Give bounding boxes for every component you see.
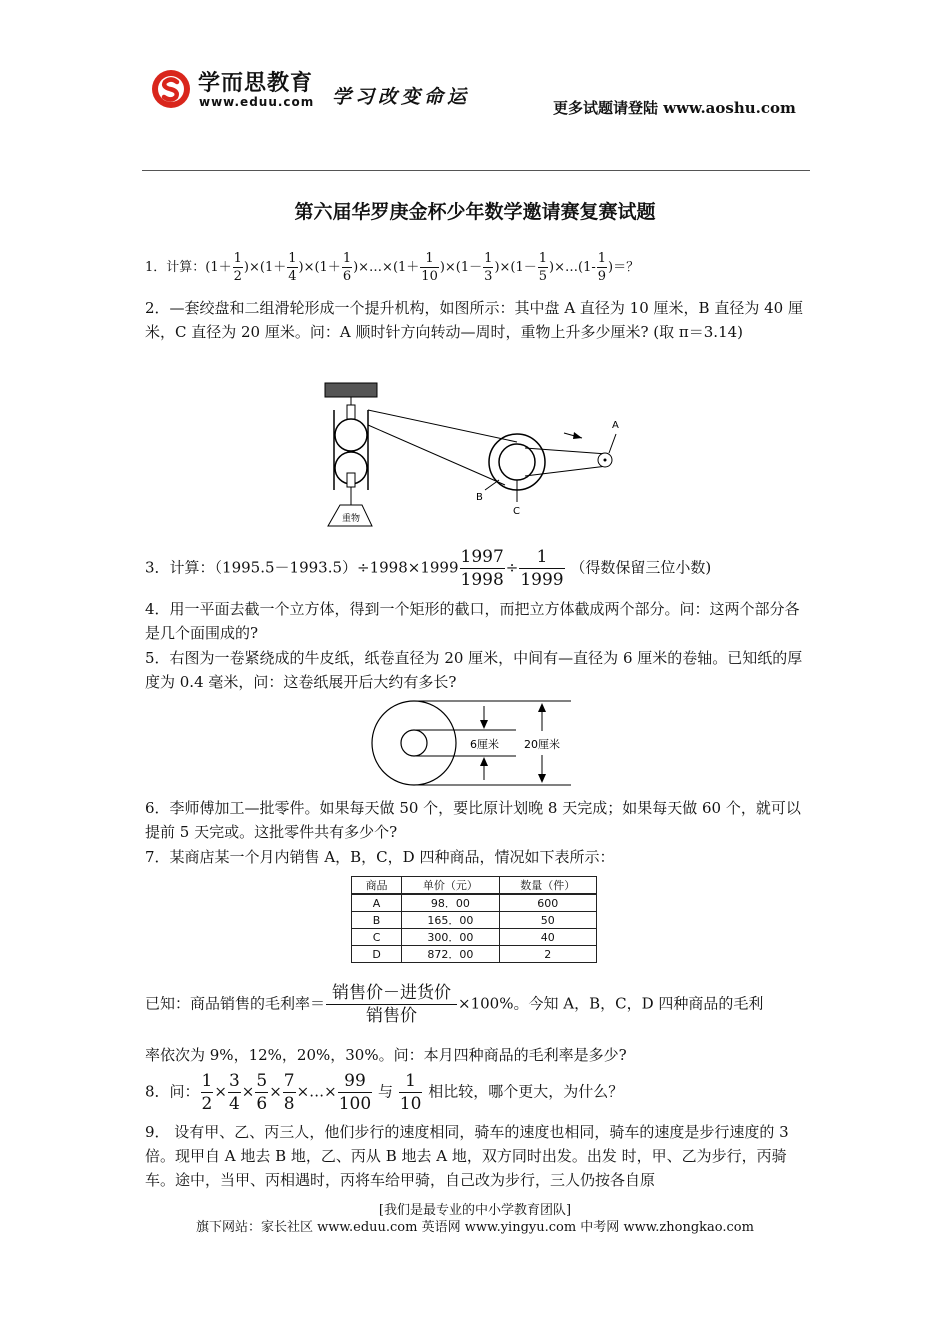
- fraction: $\frac{3}{4}$: [228, 1071, 240, 1114]
- header-divider: [142, 170, 810, 171]
- question-7-intro: 7．某商店某一个月内销售 A，B，C，D 四种商品，情况如下表所示：: [145, 848, 615, 866]
- weight-label: 重物: [342, 514, 361, 524]
- question-6: 6．李师傅加工—批零件。如果每天做 50 个，要比原计划晚 8 天完成；如果每天做 60 个，就可以提前 5 天完或。这批零件共有多少个?: [145, 799, 801, 841]
- more-exams-link[interactable]: 更多试题请登陆 www.aoshu.com: [553, 99, 796, 117]
- fraction: $\frac{5}{6}$: [256, 1071, 268, 1114]
- table-header: 单价（元）: [402, 877, 499, 895]
- fraction: $\frac{1}{6}$: [342, 251, 352, 284]
- label-c: C: [513, 506, 520, 517]
- fraction: $\frac{1}{3}$: [484, 251, 493, 284]
- label-6cm: 6厘米: [470, 738, 499, 751]
- question-1: 1．计算：(1＋ $\frac{1}{2}$ )×(1＋ $\frac{1}{4}$ )×(1＋ $\frac{1}{6}$ )×…×(1＋ $\frac{1}{10}$ )×(1－ $\frac{1}{3}$ )×(1－ $\frac{1}{5}$ )×…(1- $\frac{1}{9}$ )＝？: [145, 251, 640, 284]
- question-7-line2: 率依次为 9%，12%，20%，30%。问：本月四种商品的毛利率是多少?: [145, 1046, 627, 1064]
- label-20cm: 20厘米: [524, 738, 560, 751]
- page-title: 第六届华罗庚金杯少年数学邀请赛复赛试题: [294, 201, 656, 223]
- logo-icon: [150, 68, 192, 110]
- footer-tagline: [我们是最专业的中小学教育团队]: [378, 1203, 572, 1218]
- fraction: $\frac{1}{2}$: [201, 1071, 213, 1114]
- table-row: A 98．00 600: [352, 894, 597, 912]
- fraction: $\frac{99}{100}$: [338, 1071, 372, 1114]
- footer-sites[interactable]: 旗下网站：家长社区 www.eduu.com 英语网 www.yingyu.com 中考网 www.zhongkao.com: [196, 1220, 754, 1235]
- fraction: $\frac{1}{2}$: [233, 251, 242, 284]
- paper-roll-diagram: [368, 698, 574, 790]
- question-5: 5．右图为一卷紧绕成的牛皮纸，纸卷直径为 20 厘米，中间有—直径为 6 厘米的卷轴。已知纸的厚度为 0.4 毫米，问：这卷纸展开后大约有多长?: [145, 649, 803, 691]
- fraction: $\frac{1}{9}$: [597, 251, 607, 284]
- question-2: 2．—套绞盘和二组滑轮形成一个提升机构，如图所示：其中盘 A 直径为 10 厘米，B 直径为 40 厘米，C 直径为 20 厘米。问：A 顺时针方向转动—周时，重物上升多少厘米? (取 π＝3.14): [145, 299, 803, 341]
- fraction: $\frac{1997}{1998}$: [460, 547, 504, 590]
- question-9: 9． 设有甲、乙、丙三人，他们步行的速度相同，骑车的速度也相同，骑车的速度是步行速度的 3 倍。现甲自 A 地去 B 地，乙、丙从 B 地去 A 地，双方同时出发。出发 时，甲、乙为步行，丙骑车。途中，当甲、丙相遇时，丙将车给甲骑，自己改为步行，三人仍按各自原: [145, 1123, 789, 1189]
- goods-table: [351, 876, 597, 963]
- fraction: $\frac{1}{5}$: [538, 251, 548, 284]
- question-7-formula: 已知：商品销售的毛利率＝ $\frac{\text{销售价－进货价}}{\text{销售价}}$ ×100%。今知 A，B，C，D 四种商品的毛利: [145, 983, 764, 1026]
- brand-url: www.eduu.com: [199, 95, 315, 109]
- fraction: $\frac{1}{4}$: [288, 251, 297, 284]
- slogan: 学习改变命运: [332, 86, 471, 108]
- table-header: 数量（件）: [499, 877, 596, 895]
- table-row: B 165．00 50: [352, 912, 597, 929]
- fraction: $\frac{7}{8}$: [283, 1071, 295, 1114]
- question-8: 8．问： $\frac{1}{2}$ × $\frac{3}{4}$ × $\frac{5}{6}$ × $\frac{7}{8}$ ×…× $\frac{99}{100}$ 与 $\frac{1}{10}$ 相比较，哪个更大，为什么？: [145, 1071, 624, 1114]
- question-3: 3．计算：（1995.5－1993.5）÷1998×1999 $\frac{1997}{1998}$ ÷ $\frac{1}{1999}$ （得数保留三位小数): [145, 547, 712, 590]
- label-b: B: [476, 492, 483, 503]
- fraction: $\frac{1}{1999}$: [520, 547, 564, 590]
- question-4: 4．用一平面去截一个立方体，得到一个矩形的截口，而把立方体截成两个部分。问：这两个部分各是几个面围成的?: [145, 600, 800, 642]
- pulley-diagram: [320, 380, 640, 532]
- table-row: D 872．00 2: [352, 946, 597, 963]
- fraction: $\frac{1}{10}$: [421, 251, 438, 284]
- fraction: $\frac{1}{10}$: [399, 1071, 422, 1114]
- margin-formula: $\frac{\text{销售价－进货价}}{\text{销售价}}$: [326, 982, 457, 1027]
- table-row: C 300．00 40: [352, 929, 597, 946]
- table-header: 商品: [352, 877, 402, 895]
- brand-name: 学而思教育: [198, 71, 314, 96]
- label-a: A: [612, 420, 619, 431]
